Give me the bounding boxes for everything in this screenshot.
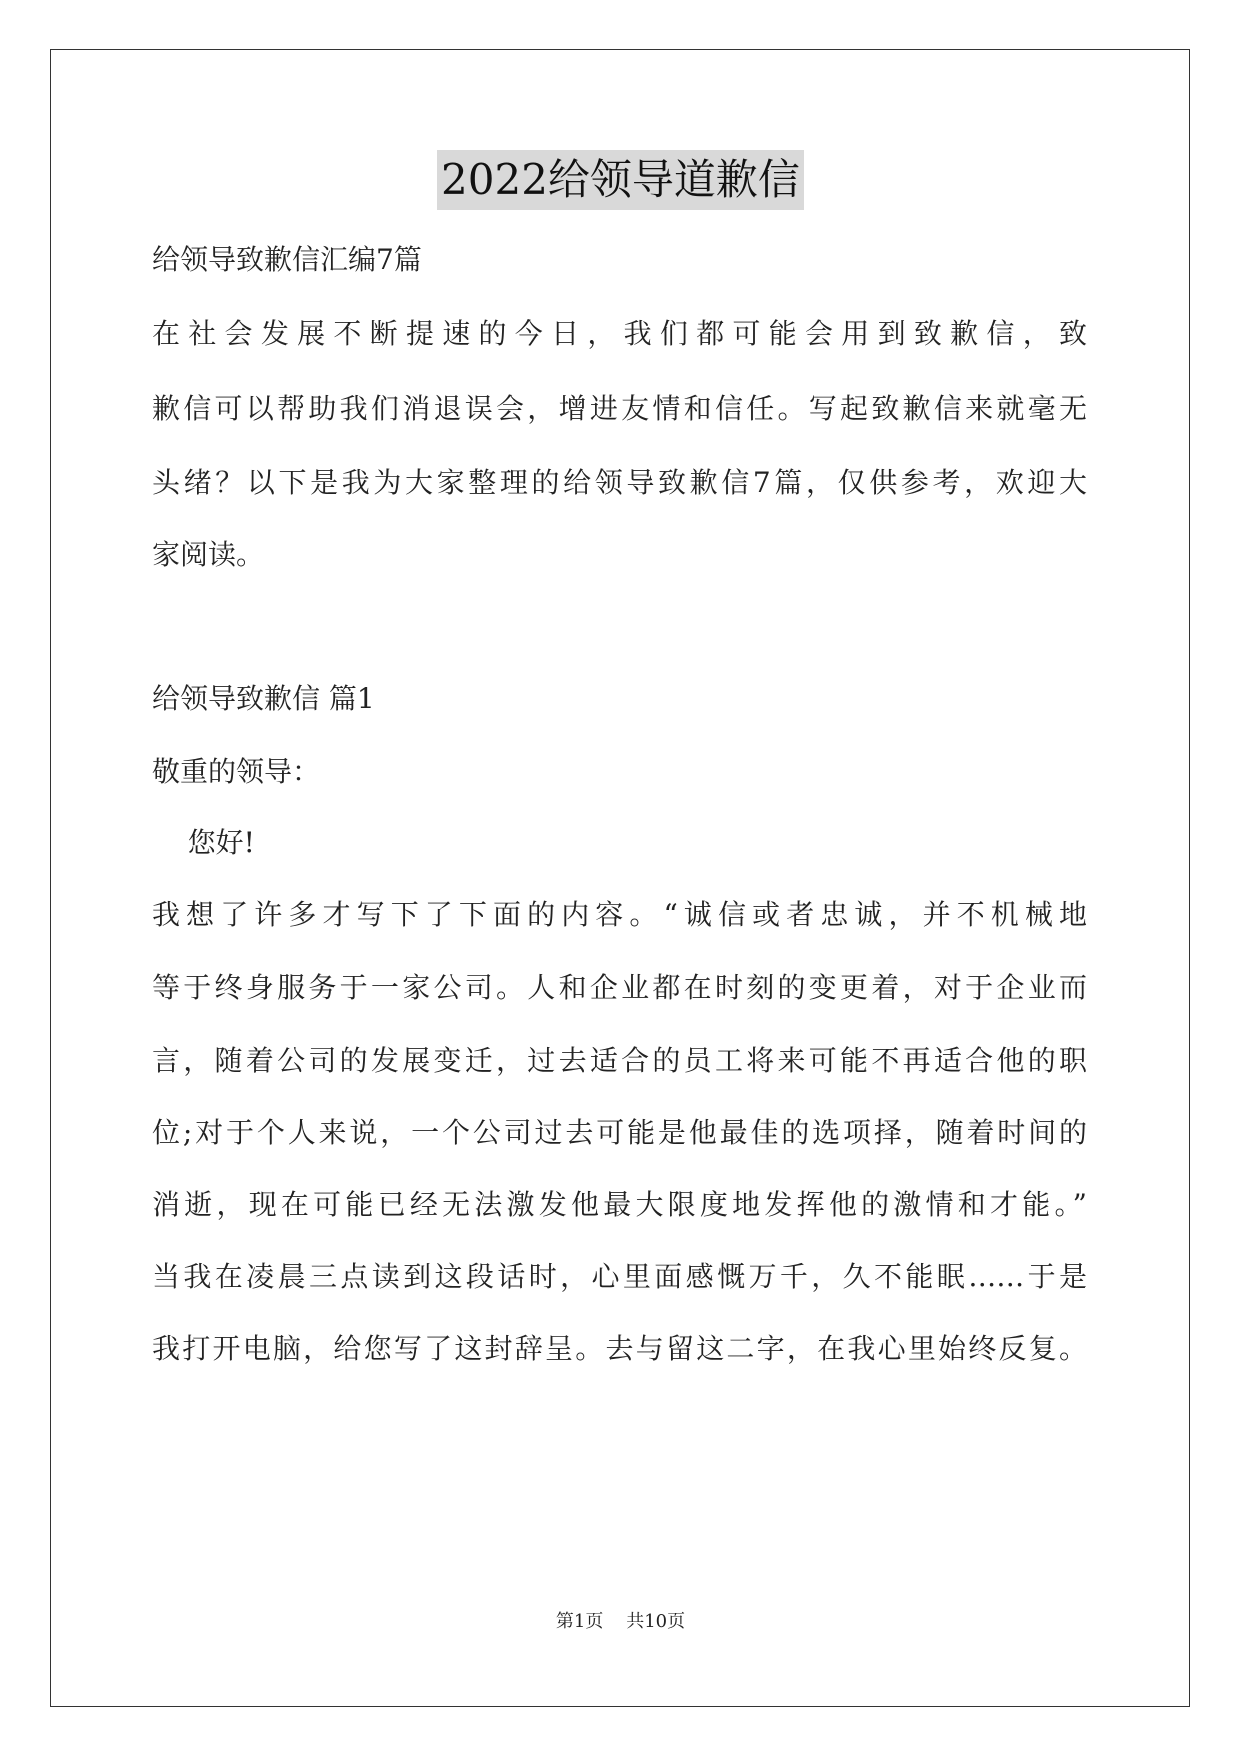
body-line-7: 我打开电脑，给您写了这封辞呈。去与留这二字，在我心里始终反复。 [152,1332,1087,1365]
intro-line-3: 头绪？以下是我为大家整理的给领导致歉信7篇，仅供参考，欢迎大 [152,466,1087,499]
body-line-5: 消逝，现在可能已经无法激发他最大限度地发挥他的激情和才能。” [152,1188,1087,1221]
page-number-footer: 第1页 共10页 [555,1611,686,1632]
body-line-3: 言，随着公司的发展变迁，过去适合的员工将来可能不再适合他的职 [152,1044,1087,1077]
document-subtitle: 给领导致歉信汇编7篇 [152,243,422,276]
intro-line-1: 在社会发展不断提速的今日，我们都可能会用到致歉信，致 [152,317,1087,350]
intro-line-4: 家阅读。 [152,538,265,571]
title-container [0,150,1241,210]
body-line-6: 当我在凌晨三点读到这段话时，心里面感慨万千，久不能眠……于是 [152,1260,1087,1293]
salutation: 敬重的领导： [152,755,321,788]
body-line-4: 位;对于个人来说，一个公司过去可能是他最佳的选项择，随着时间的 [152,1116,1087,1149]
body-line-2: 等于终身服务于一家公司。人和企业都在时刻的变更着，对于企业而 [152,971,1087,1004]
body-line-1: 我想了许多才写下了下面的内容。“诚信或者忠诚，并不机械地 [152,898,1087,931]
page-border [50,49,1190,1707]
intro-line-2: 歉信可以帮助我们消退误会，增进友情和信任。写起致歉信来就毫无 [152,392,1087,425]
section-heading: 给领导致歉信 篇1 [152,682,375,715]
greeting: 您好! [152,826,255,859]
document-title: 2022给领导道歉信 [437,150,804,210]
